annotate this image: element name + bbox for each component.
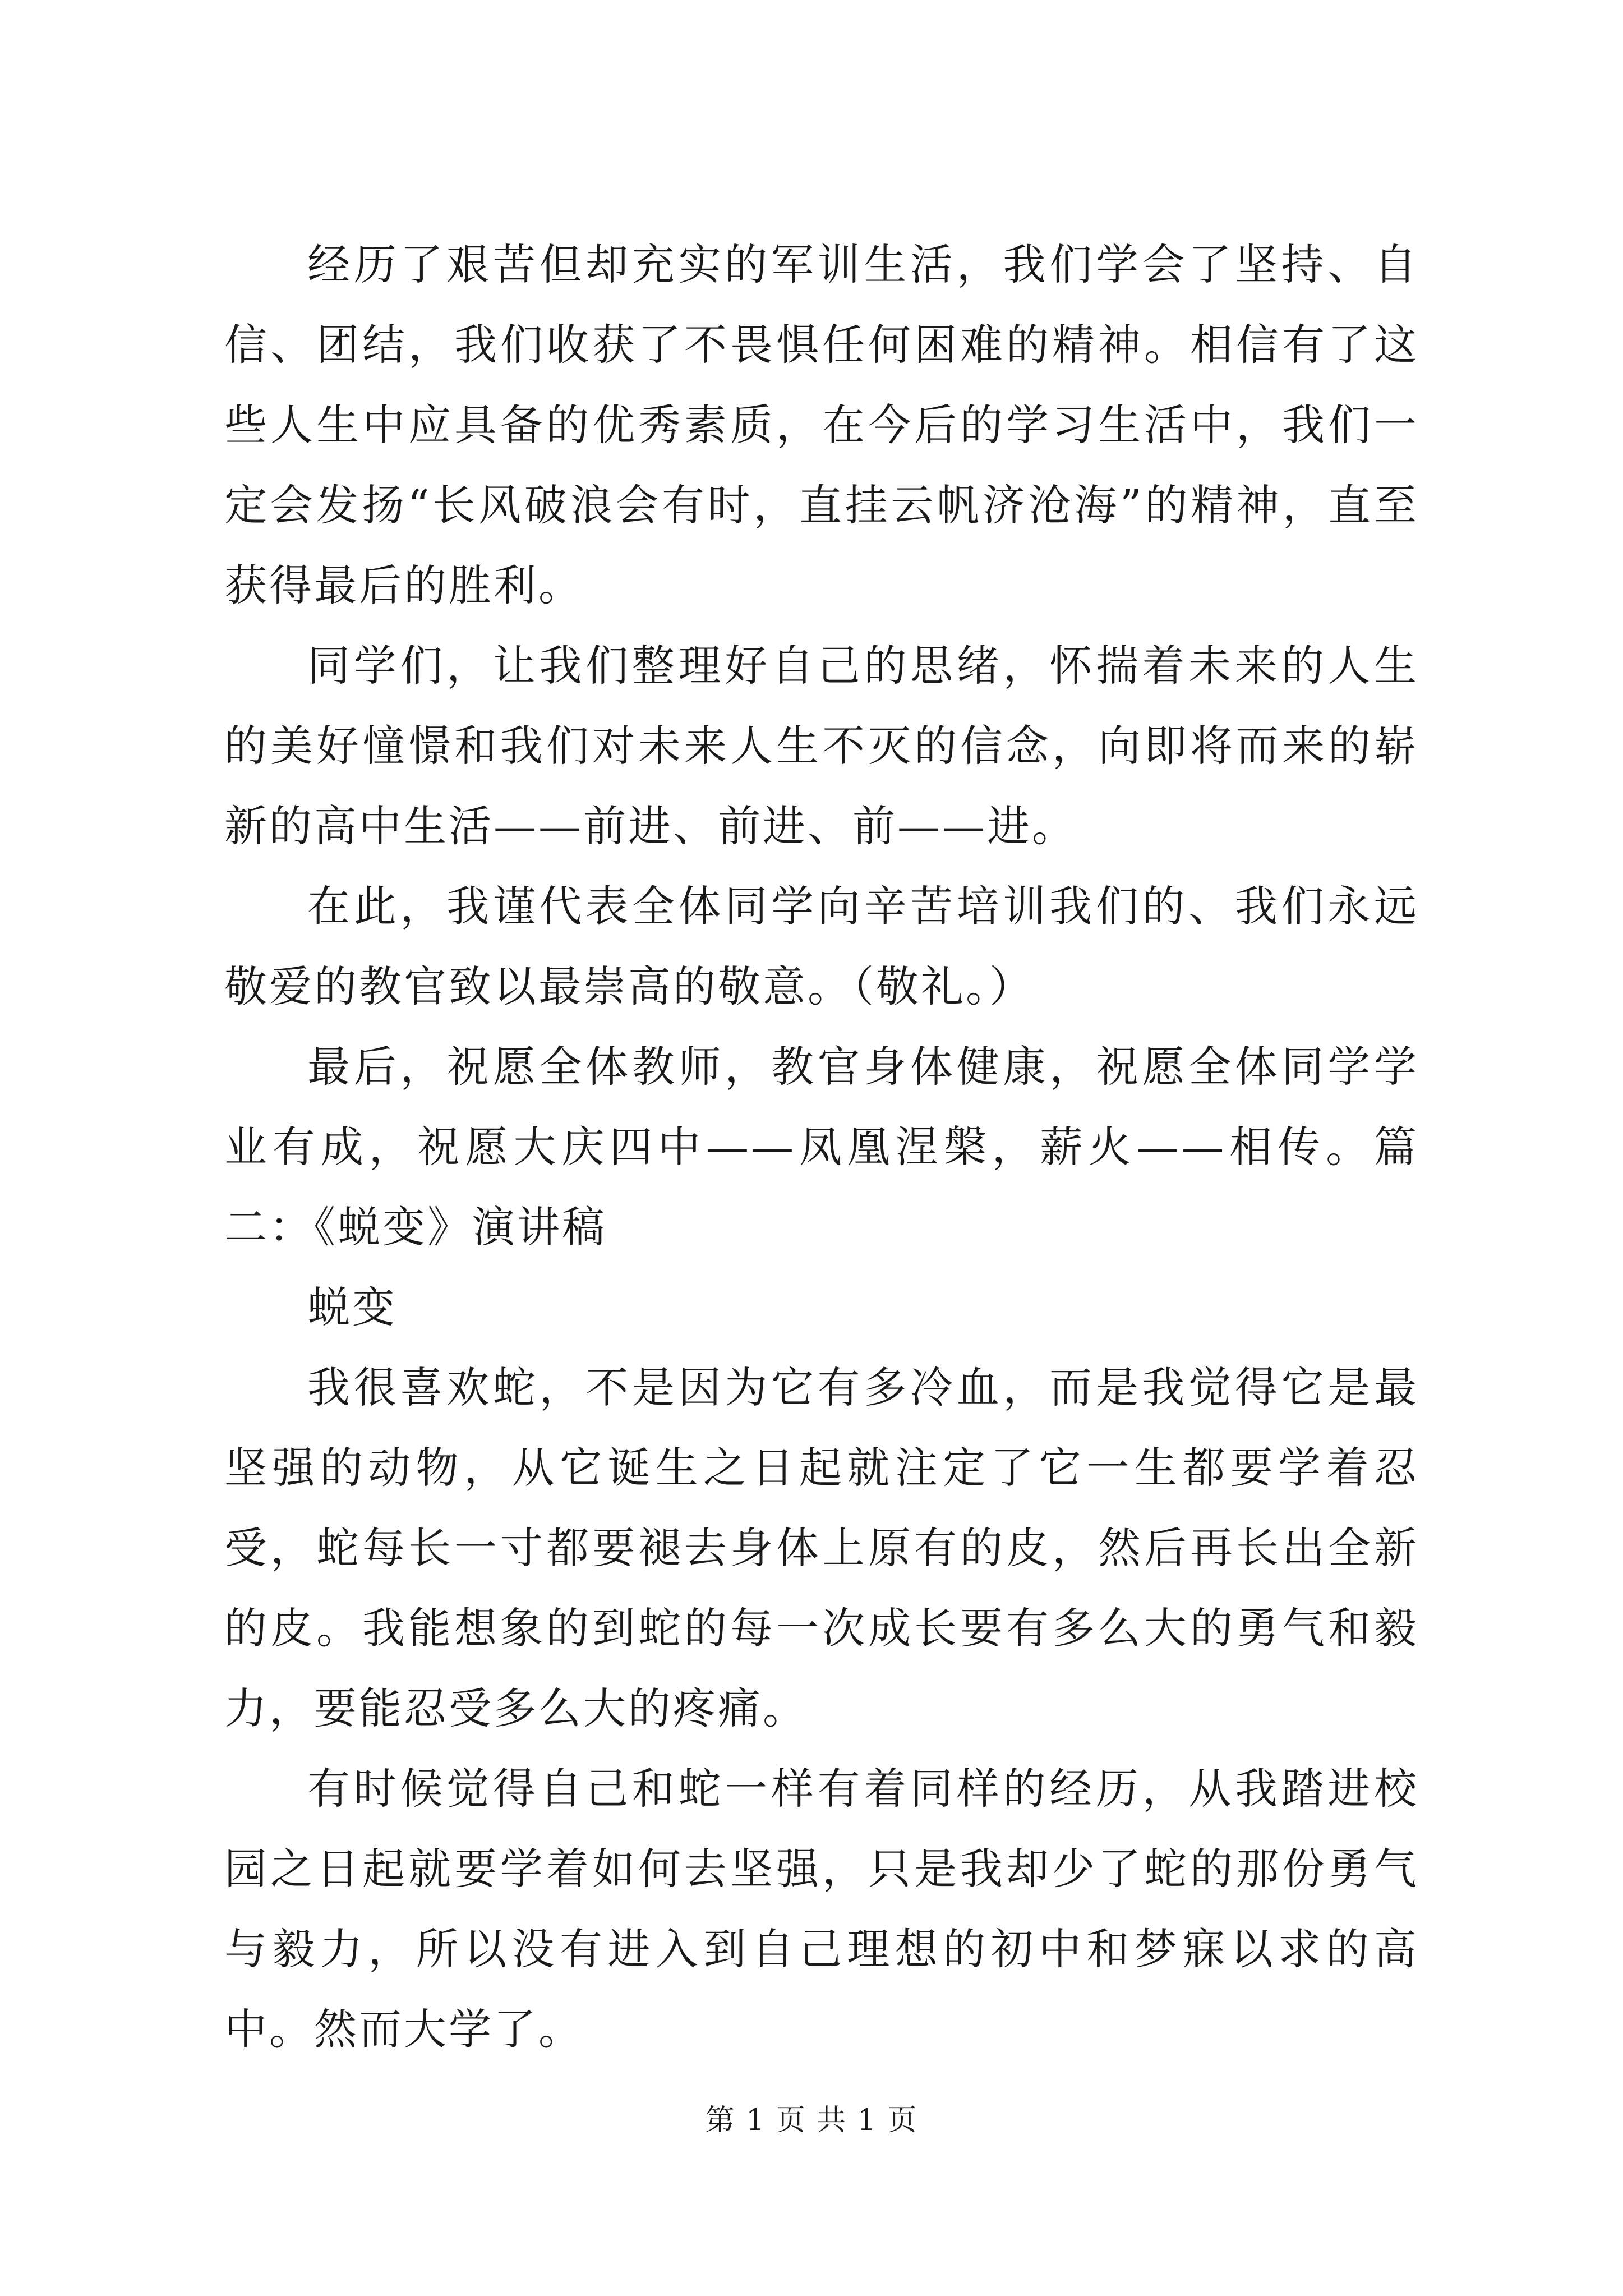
- paragraph-snake: 我很喜欢蛇，不是因为它有多冷血，而是我觉得它是最坚强的动物，从它诞生之日起就注定了它一生都要学着忍受，蛇每长一寸都要褪去身体上原有的皮，然后再长出全新的皮。我能想象的到蛇的每一次成长要有多么大的勇气和毅力，要能忍受多么大的疼痛。: [224, 1363, 1419, 1733]
- paragraph-military-training: 经历了艰苦但却充实的军训生活，我们学会了坚持、自信、团结，我们收获了不畏惧任何困难的精神。相信有了这些人生中应具备的优秀素质，在今后的学习生活中，我们一定会发扬“长风破浪会有时，直挂云帆济沧海”的精神，直至获得最后的胜利。: [224, 240, 1419, 610]
- page-footer: 第 1 页 共 1 页: [705, 2104, 918, 2137]
- section-title: 蜕变: [307, 1282, 397, 1332]
- paragraph-experience: 有时候觉得自己和蛇一样有着同样的经历，从我踏进校园之日起就要学着如何去坚强，只是我却少了蛇的那份勇气与毅力，所以没有进入到自己理想的初中和梦寐以求的高中。然而大学了。: [224, 1764, 1419, 2054]
- paragraph-salute: 在此，我谨代表全体同学向辛苦培训我们的、我们永远敬爱的教官致以最崇高的敬意。（敬礼。）: [224, 881, 1419, 1011]
- paragraph-classmates: 同学们，让我们整理好自己的思绪，怀揣着未来的人生的美好憧憬和我们对未来人生不灭的信念，向即将而来的崭新的高中生活——前进、前进、前——进。: [224, 641, 1419, 851]
- document-body: [224, 224, 1419, 2069]
- paragraph-closing-wishes: 最后，祝愿全体教师，教官身体健康，祝愿全体同学学业有成，祝愿大庆四中——凤凰涅槃，薪火——相传。篇二：《蜕变》演讲稿: [224, 1042, 1419, 1252]
